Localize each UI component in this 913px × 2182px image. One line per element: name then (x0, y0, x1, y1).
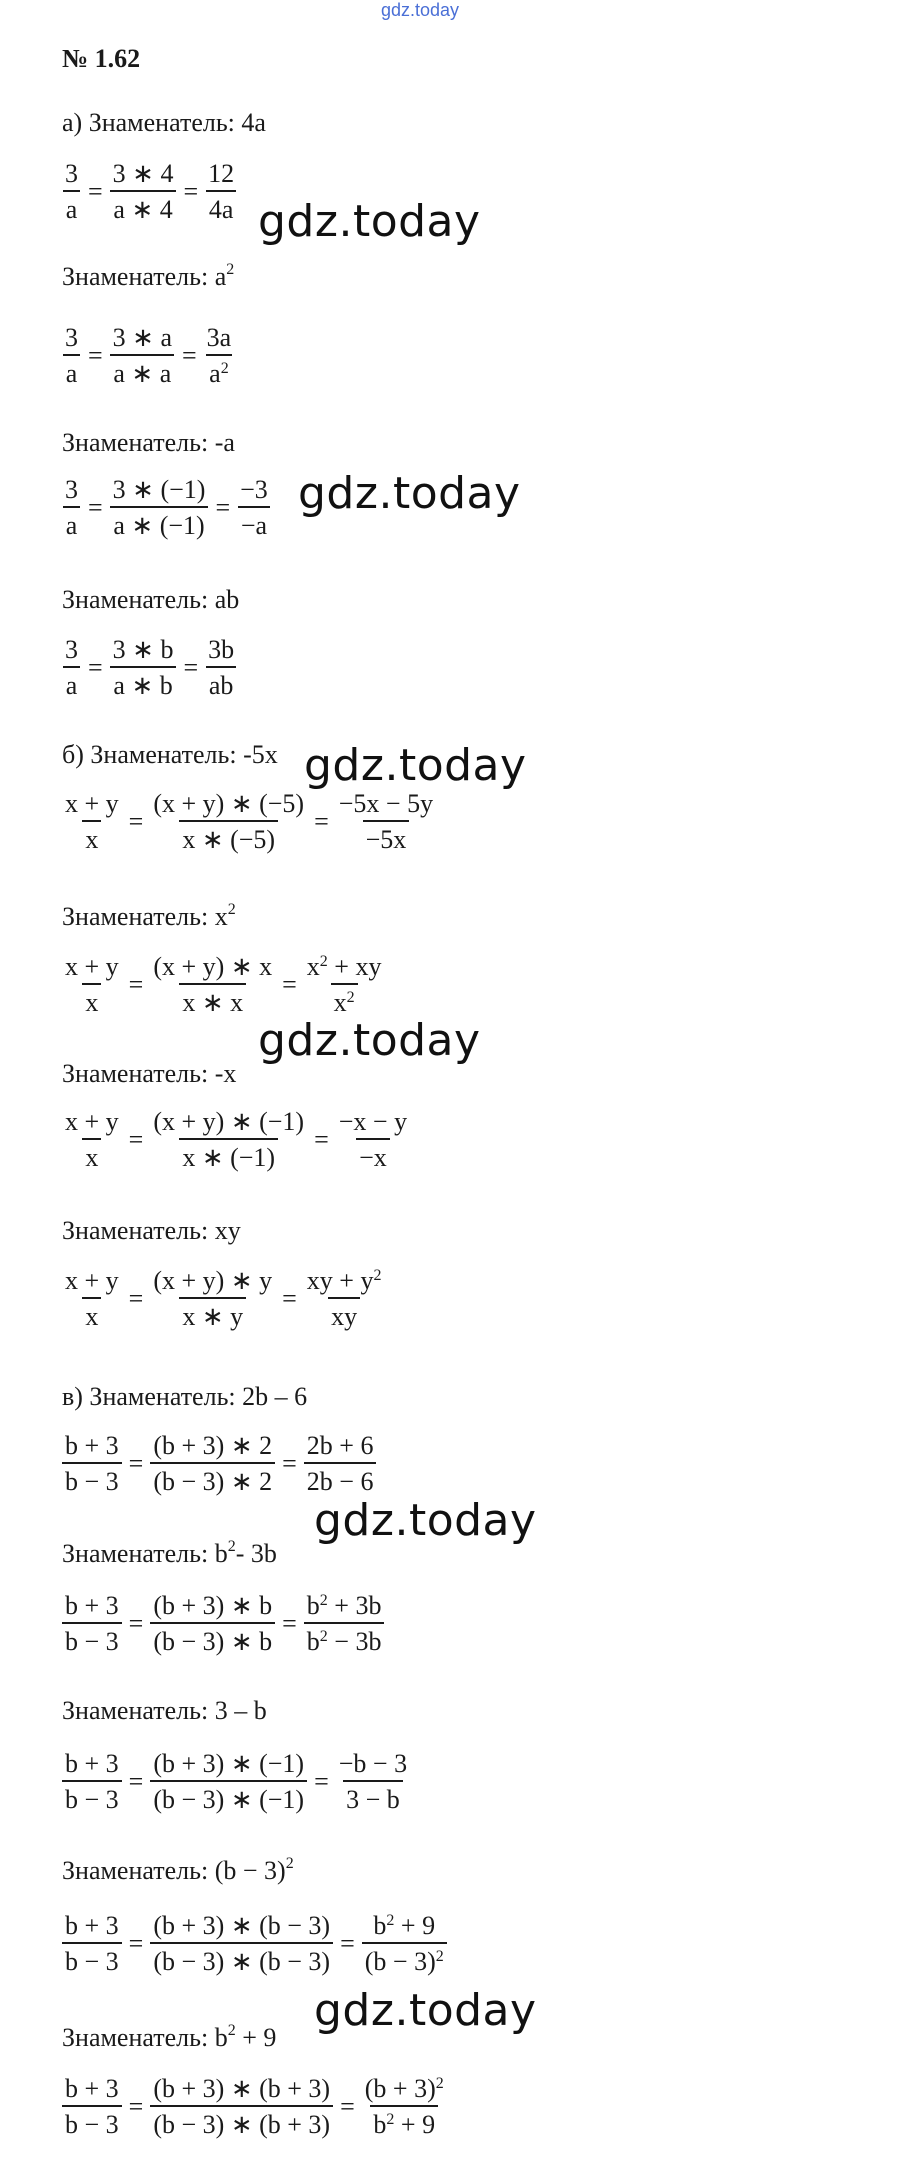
fraction (62, 1750, 122, 1814)
fraction (150, 1267, 275, 1331)
fraction (150, 1108, 307, 1172)
fraction (336, 1108, 410, 1172)
fraction (150, 1432, 275, 1496)
watermark: gdz.today (304, 740, 527, 791)
fraction-denominator: x ∗ x (179, 983, 246, 1016)
watermark: gdz.today (258, 196, 481, 247)
equals-sign: = (314, 1766, 329, 1796)
equals-sign: = (282, 969, 297, 999)
equals-sign: = (128, 1124, 144, 1154)
fraction-numerator: (x + y) ∗ x (153, 952, 273, 981)
fraction-numerator: (x + y) ∗ (−5) (153, 789, 305, 818)
label-exponent: 2 (226, 261, 235, 278)
watermark: gdz.today (298, 468, 521, 519)
fraction-denominator: 4a (206, 190, 237, 223)
fraction-denominator: x ∗ y (179, 1297, 246, 1330)
fraction-equation (62, 2075, 447, 2139)
fraction-numerator: b + 3 (65, 1591, 119, 1620)
fraction-denominator: −5x (363, 820, 410, 853)
equals-sign: = (282, 1283, 297, 1313)
denominator-label-text: Знаменатель: (b − 3) (62, 1856, 286, 1885)
fraction (62, 2075, 122, 2139)
denominator-label-text: Знаменатель: b (62, 2023, 228, 2052)
fraction (150, 2075, 333, 2139)
fraction-denominator: a (63, 666, 81, 699)
fraction-numerator: (b + 3) ∗ 2 (153, 1431, 273, 1460)
fraction (150, 1750, 307, 1814)
fraction-numerator: 2b + 6 (306, 1431, 374, 1460)
fraction-numerator: b + 3 (65, 2074, 119, 2103)
denominator-label-text: Знаменатель: ab (62, 585, 240, 614)
fraction (62, 1432, 122, 1496)
denominator-label-text: в) Знаменатель: 2b – 6 (62, 1382, 308, 1411)
fraction-denominator: $a^2$ (206, 354, 232, 387)
equals-sign: = (340, 1928, 355, 1958)
watermark: gdz.today (258, 1015, 481, 1066)
fraction (304, 1432, 377, 1496)
equals-sign: = (282, 1608, 297, 1638)
fraction-equation (62, 1267, 384, 1331)
equals-sign: = (314, 806, 329, 836)
fraction-numerator: 3 ∗ b (112, 635, 174, 664)
equals-sign: = (128, 1448, 144, 1478)
fraction (304, 1267, 385, 1331)
fraction (150, 953, 275, 1017)
fraction-denominator: (b − 3) ∗ (−1) (150, 1780, 307, 1813)
label-tail: - 3b (235, 1539, 277, 1568)
fraction-numerator: x + y (65, 1266, 119, 1295)
fraction-numerator: 3 (65, 159, 78, 188)
fraction-denominator: $b^2 - 3b$ (304, 1622, 385, 1655)
fraction-equation (62, 790, 436, 854)
fraction (62, 953, 122, 1017)
fraction-numerator: x + y (65, 789, 119, 818)
fraction (62, 1592, 122, 1656)
fraction (62, 1912, 122, 1976)
fraction-numerator: −3 (240, 475, 268, 504)
fraction (304, 1592, 385, 1656)
fraction (62, 160, 81, 224)
fraction-denominator: b − 3 (62, 1780, 122, 1813)
fraction (150, 1912, 333, 1976)
fraction (110, 636, 177, 700)
fraction-denominator: (b − 3) ∗ (b + 3) (150, 2105, 333, 2138)
fraction-numerator: b + 3 (65, 1749, 119, 1778)
equals-sign: = (282, 1448, 297, 1478)
fraction-denominator: a (63, 506, 81, 539)
fraction-numerator: (x + y) ∗ y (153, 1266, 273, 1295)
fraction (150, 1592, 275, 1656)
equals-sign: = (128, 1928, 144, 1958)
fraction-denominator: (b − 3) ∗ b (150, 1622, 275, 1655)
equals-sign: = (88, 176, 103, 206)
fraction-numerator: −5x − 5y (338, 789, 434, 818)
fraction-denominator: (b − 3) ∗ 2 (150, 1462, 275, 1495)
equals-sign: = (88, 652, 103, 682)
fraction-denominator: b − 3 (62, 2105, 122, 2138)
denominator-label-text: Знаменатель: a (62, 262, 227, 291)
equals-sign: = (340, 2091, 355, 2121)
denominator-label (62, 2023, 276, 2053)
equals-sign: = (183, 176, 199, 206)
fraction (237, 476, 271, 540)
fraction-numerator: $b^2 + 3b$ (306, 1591, 382, 1620)
fraction (62, 636, 81, 700)
denominator-label-text: Знаменатель: -x (62, 1059, 237, 1088)
fraction (62, 1267, 122, 1331)
fraction-denominator: x ∗ (−5) (179, 820, 278, 853)
fraction-numerator: 12 (208, 159, 235, 188)
equals-sign: = (128, 1608, 144, 1638)
fraction-numerator: −x − y (338, 1107, 408, 1136)
label-exponent: 2 (285, 1855, 294, 1872)
label-exponent: 2 (227, 2022, 236, 2039)
fraction-numerator: (x + y) ∗ (−1) (153, 1107, 305, 1136)
fraction-numerator: b + 3 (65, 1431, 119, 1460)
fraction (62, 790, 122, 854)
fraction-equation (62, 476, 271, 540)
fraction-denominator: a ∗ a (110, 354, 174, 387)
fraction-equation (62, 1432, 376, 1496)
denominator-label-text: Знаменатель: b (62, 1539, 228, 1568)
label-exponent: 2 (227, 1538, 236, 1555)
fraction-numerator: 3a (206, 323, 232, 352)
fraction (304, 953, 385, 1017)
equals-sign: = (128, 1766, 144, 1796)
fraction-numerator: $b^2 + 9$ (373, 1911, 436, 1940)
fraction-numerator: −b − 3 (338, 1749, 408, 1778)
fraction-denominator: ab (206, 666, 237, 699)
fraction-denominator: (b − 3) ∗ (b − 3) (150, 1942, 333, 1975)
equals-sign: = (128, 969, 144, 999)
fraction-denominator: a (63, 190, 81, 223)
fraction-equation (62, 1912, 447, 1976)
denominator-label-text: б) Знаменатель: -5x (62, 740, 278, 769)
fraction-equation (62, 1750, 410, 1814)
fraction-numerator: $x^2$ + xy (306, 952, 382, 981)
denominator-label-text: Знаменатель: xy (62, 1216, 241, 1245)
label-tail: + 9 (235, 2023, 277, 2052)
denominator-label (62, 1216, 241, 1246)
label-exponent: 2 (227, 901, 236, 918)
fraction-denominator: $x^2$ (331, 983, 358, 1016)
fraction-numerator: 3 (65, 323, 78, 352)
fraction-numerator: (b + 3) ∗ b (153, 1591, 273, 1620)
fraction (62, 476, 81, 540)
denominator-label-text: Знаменатель: 3 – b (62, 1696, 267, 1725)
fraction-numerator: 3 ∗ a (112, 323, 172, 352)
fraction-numerator: (b + 3) ∗ (−1) (153, 1749, 305, 1778)
fraction (205, 160, 237, 224)
fraction-denominator: x ∗ (−1) (179, 1138, 278, 1171)
fraction-numerator: 3b (208, 635, 235, 664)
fraction-denominator: 2b − 6 (304, 1462, 377, 1495)
fraction-equation (62, 953, 384, 1017)
denominator-label-text: а) Знаменатель: 4a (62, 108, 266, 137)
fraction-numerator: 3 ∗ (−1) (112, 475, 206, 504)
denominator-label-text: Знаменатель: -a (62, 428, 235, 457)
fraction (362, 2075, 447, 2139)
fraction (362, 1912, 447, 1976)
denominator-label (62, 585, 239, 615)
fraction-numerator: (b + 3) ∗ (b + 3) (153, 2074, 331, 2103)
fraction-numerator: (b + 3) ∗ (b − 3) (153, 1911, 331, 1940)
denominator-label (62, 262, 234, 292)
fraction-denominator: −x (356, 1138, 390, 1171)
fraction-denominator: a ∗ b (110, 666, 175, 699)
fraction-denominator: a ∗ (−1) (110, 506, 207, 539)
equals-sign: = (183, 652, 199, 682)
fraction-denominator: x (82, 820, 101, 853)
fraction-denominator: $(b - 3)^2$ (362, 1942, 447, 1975)
fraction-equation (62, 160, 237, 224)
fraction-denominator: x (82, 983, 101, 1016)
equals-sign: = (128, 806, 144, 836)
fraction-equation (62, 636, 237, 700)
fraction (110, 160, 177, 224)
equals-sign: = (314, 1124, 329, 1154)
fraction-denominator: b − 3 (62, 1942, 122, 1975)
fraction-denominator: 3 − b (343, 1780, 403, 1813)
problem-number: № 1.62 (62, 44, 141, 73)
equals-sign: = (88, 492, 103, 522)
fraction (110, 476, 209, 540)
denominator-label (62, 1856, 294, 1886)
denominator-label (62, 1059, 236, 1089)
fraction (204, 324, 235, 388)
equals-sign: = (88, 340, 103, 370)
fraction-numerator: x + y (65, 1107, 119, 1136)
fraction (62, 324, 81, 388)
denominator-label (62, 1382, 307, 1412)
fraction-denominator: a ∗ 4 (110, 190, 175, 223)
fraction-numerator: xy + $y^2$ (306, 1266, 382, 1295)
watermark: gdz.today (314, 1495, 537, 1546)
fraction (110, 324, 175, 388)
fraction-denominator: b − 3 (62, 1622, 122, 1655)
fraction-equation (62, 324, 234, 388)
fraction-denominator: a (63, 354, 81, 387)
fraction (150, 790, 307, 854)
equals-sign: = (215, 492, 231, 522)
fraction-equation (62, 1108, 410, 1172)
equals-sign: = (128, 1283, 144, 1313)
fraction-equation (62, 1592, 384, 1656)
equals-sign: = (182, 340, 197, 370)
denominator-label-text: Знаменатель: x (62, 902, 228, 931)
fraction (336, 1750, 410, 1814)
fraction-denominator: x (82, 1138, 101, 1171)
fraction-numerator: 3 ∗ 4 (112, 159, 174, 188)
fraction-numerator: 3 (65, 635, 78, 664)
fraction-numerator: b + 3 (65, 1911, 119, 1940)
watermark: gdz.today (314, 1985, 537, 2036)
top-watermark: gdz.today (380, 0, 460, 20)
denominator-label (62, 428, 235, 458)
fraction-denominator: xy (328, 1297, 360, 1330)
fraction (205, 636, 237, 700)
denominator-label (62, 1696, 267, 1726)
equals-sign: = (128, 2091, 144, 2121)
fraction (336, 790, 436, 854)
fraction-numerator: $(b + 3)^2$ (364, 2074, 444, 2103)
fraction-denominator: b − 3 (62, 1462, 122, 1495)
fraction-denominator: $b^2 + 9$ (370, 2105, 438, 2138)
fraction (62, 1108, 122, 1172)
denominator-label (62, 108, 266, 138)
fraction-denominator: x (82, 1297, 101, 1330)
denominator-label (62, 740, 278, 770)
fraction-numerator: 3 (65, 475, 78, 504)
denominator-label (62, 902, 236, 932)
fraction-denominator: −a (238, 506, 270, 539)
fraction-numerator: x + y (65, 952, 119, 981)
denominator-label (62, 1539, 277, 1569)
